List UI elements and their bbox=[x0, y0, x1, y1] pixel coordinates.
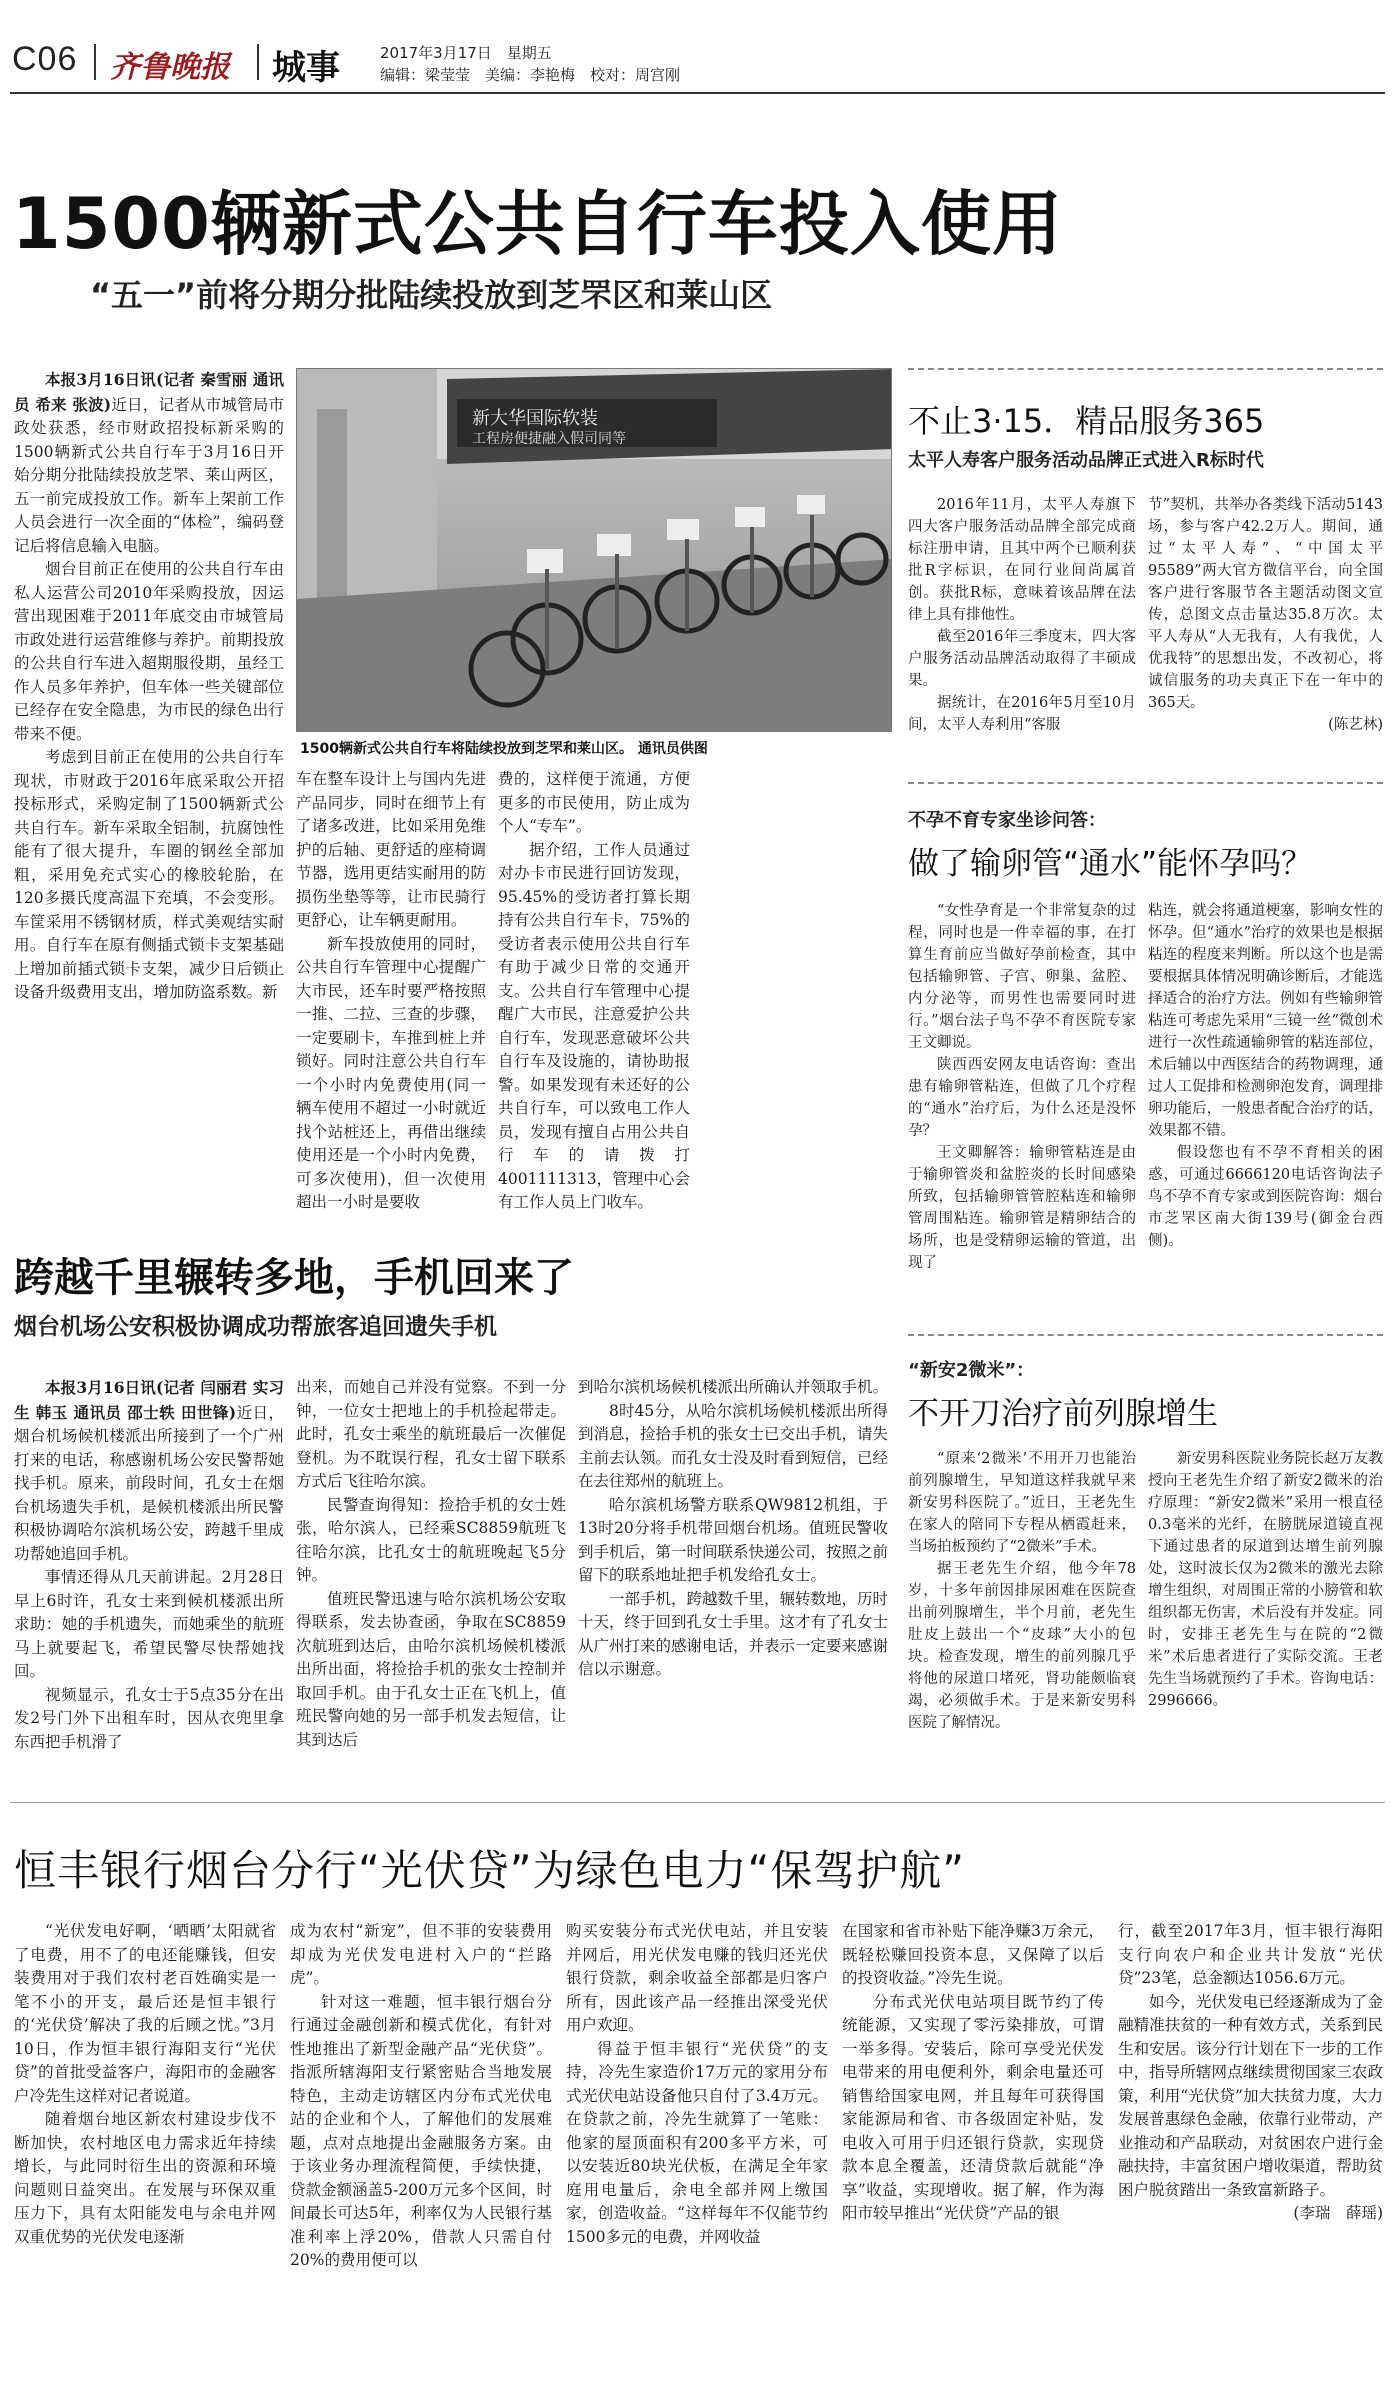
story6-col3 bbox=[566, 1920, 828, 2249]
paragraph: 视频显示，孔女士于5点35分在出发2号门外下出租车时，因从衣兜里拿东西把手机滑了 bbox=[14, 1685, 284, 1751]
issue-date: 2017年3月17日 星期五 bbox=[380, 44, 552, 62]
paragraph: 假设您也有不孕不育相关的困惑，可通过6666120电话咨询法子鸟不孕不育专家或到医院咨询：烟台市芝罘区南大街139号(御金台西侧)。 bbox=[1148, 1145, 1383, 1249]
paragraph: 王文卿解答：输卵管粘连是由于输卵管炎和盆腔炎的长时间感染所致，包括输卵管管腔粘连和输卵管周围粘连。输卵管是精卵结合的场所，也是受精卵运输的管道，出现了 bbox=[908, 1145, 1136, 1271]
story3-kicker: 不孕不育专家坐诊问答： bbox=[908, 810, 1106, 831]
paragraph: 车在整车设计上与国内先进产品同步，同时在细节上有了诸多改进，比如采用免维护的后轴、更舒适的座椅调节器，选用更结实耐用的防损伤坐垫等等，让市民骑行更舒心，让车辆更耐用。 bbox=[296, 770, 486, 929]
paragraph: 民警查询得知：捡拾手机的女士姓张，哈尔滨人，已经乘SC8859航班飞往哈尔滨，比孔女士的航班晚起飞5分钟。 bbox=[296, 1495, 566, 1584]
story5-headline: 跨越千里辗转多地，手机回来了 bbox=[14, 1255, 574, 1301]
masthead-divider bbox=[94, 44, 96, 80]
page-number: C06 bbox=[12, 40, 78, 78]
story6-headline: 恒丰银行烟台分行“光伏贷”为绿色电力“保驾护航” bbox=[14, 1846, 966, 1895]
paragraph: 新安男科医院业务院长赵万友教授向王老先生介绍了新安2微米的治疗原理：“新安2微米”采用一根直径0.3毫米的光纤，在膀胱尿道镜直视下通过患者的尿道到达增生前列腺处，这时波长仅为2微米的激光去除增生组织，对周围正常的小膀管和软组织都无伤害，术后没有并发症。同时，安排王老先生与在院的“2微米”术后患者进行了实际交流。王老先生当场就预约了手术。咨询电话：2996666。 bbox=[1148, 1451, 1383, 1709]
story5-subhead: 烟台机场公安积极协调成功帮旅客追回遗失手机 bbox=[14, 1314, 497, 1340]
editor-credits: 编辑：梁莹莹 美编：李艳梅 校对：周宫刚 bbox=[380, 66, 681, 84]
story3-col1 bbox=[908, 900, 1136, 1274]
paragraph: 烟台目前正在使用的公共自行车由私人运营公司2010年采购投放，因运营出现困难于2011年底交由市城管局市政处进行运营维修与养护。前期投放的公共自行车进入超期服役期，虽经工作人员多年养护，但车体一些关键部位已经存在安全隐患，为市民的绿色出行带来不便。 bbox=[14, 560, 284, 743]
masthead-divider bbox=[257, 44, 259, 80]
paragraph: 到哈尔滨机场候机楼派出所确认并领取手机。 bbox=[578, 1378, 889, 1396]
story2-headline: 不止3·15．精品服务365 bbox=[908, 402, 1265, 440]
story2-subhead: 太平人寿客户服务活动品牌正式进入R标时代 bbox=[908, 450, 1264, 471]
paragraph: 截至2016年三季度末，四大客户服务活动品牌活动取得了丰硕成果。 bbox=[908, 629, 1136, 689]
section-name: 城事 bbox=[272, 48, 340, 88]
paper-logo: 齐鲁晚报 bbox=[110, 50, 230, 85]
paragraph: 随着烟台地区新农村建设步伐不断加快，农村地区电力需求近年持续增长，与此同时衍生出的资源和环境问题则日益突出。在发展与环保双重压力下，具有太阳能发电与余电并网双重优势的光伏发电逐渐 bbox=[14, 2110, 276, 2246]
story4-headline: 不开刀治疗前列腺增生 bbox=[908, 1396, 1218, 1432]
story4-kicker: “新安2微米”： bbox=[908, 1360, 1035, 1381]
story2-credit: (陈艺林) bbox=[1328, 717, 1383, 733]
story6-top-rule bbox=[10, 1802, 1385, 1803]
paragraph: 本报3月16日讯(记者 闫丽君 实习生 韩玉 通讯员 邵士轶 田世锋)近日，烟台机场候机楼派出所接到了一个广州打来的电话，称感谢机场公安民警帮她找手机。原来，前段时间，孔女士在烟台机场遗失手机，是候机楼派出所民警积极协调哈尔滨机场公安，跨越千里成功帮她追回手机。 bbox=[14, 1378, 284, 1563]
story1-photo bbox=[296, 368, 892, 732]
paragraph: 分布式光伏电站项目既节约了传统能源，又实现了零污染排放，可谓一举多得。安装后，除可享受光伏发电带来的用电便利外，剩余电量还可销售给国家电网，并且每年可获得国家能源局和省、市各级固定补贴，发电收入可用于归还银行贷款，实现贷款本息全覆盖，还清贷款后就能“净享”收益，实现增收。据了解，作为海阳市较早推出“光伏贷”产品的银 bbox=[842, 1992, 1104, 2222]
paragraph: “光伏发电好啊，‘晒晒’太阳就省了电费，用不了的电还能赚钱，但安装费用对于我们农村老百姓确实是一笔不小的开支，最后还是恒丰银行的‘光伏贷’解决了我的后顾之忧。”3月10日，作为恒丰银行海阳支行“光伏贷”的首批受益客户，海阳市的金融客户冷先生这样对记者说道。 bbox=[14, 1922, 276, 2105]
story1-photo-caption: 1500辆新式公共自行车将陆续投放到芝罘和莱山区。 通讯员供图 bbox=[300, 741, 708, 757]
story4-col2 bbox=[1148, 1448, 1383, 1712]
paragraph: 行，截至2017年3月，恒丰银行海阳支行向农户和企业共计发放“光伏贷”23笔，总金额达1056.6万元。 bbox=[1118, 1922, 1383, 1987]
story6-col5 bbox=[1118, 1920, 1383, 2226]
story2-col2 bbox=[1148, 494, 1383, 736]
paragraph: “女性孕育是一个非常复杂的过程，同时也是一件幸福的事，在打算生育前应当做好孕前检查，其中包括输卵管、子宫、卵巢、盆腔、内分泌等，而男性也需要同时进行。”烟台法子鸟不孕不育医院专家王文卿说。 bbox=[908, 903, 1136, 1051]
story5-col3 bbox=[578, 1376, 888, 1682]
paragraph: 在国家和省市补贴下能净赚3万余元，既轻松赚回投资本息，又保障了以后的投资收益。”冷先生说。 bbox=[842, 1922, 1104, 1987]
paragraph: 哈尔滨机场警方联系QW9812机组，于13时20分将手机带回烟台机场。值班民警收到手机后，第一时间联系快递公司，按照之前留下的联系地址把手机发给孔女士。 bbox=[578, 1495, 889, 1584]
paragraph: 出来，而她自己并没有觉察。不到一分钟，一位女士把地上的手机捡起带走。此时，孔女士乘坐的航班最后一次催促登机。为不耽误行程，孔女士留下联系方式后飞往哈尔滨。 bbox=[296, 1378, 566, 1490]
bike-station-image bbox=[297, 369, 892, 732]
paragraph: 粘连，就会将通道梗塞，影响女性的怀孕。但“通水”治疗的效果也是根据粘连的程度来判断。所以这个也是需要根据具体情况明确诊断后，才能选择适合的治疗方法。例如有些输卵管粘连可考虑先采用“三镜一丝”微创术进行一次性疏通输卵管的粘连部位，术后辅以中西医结合的药物调理，通过人工促排和检测卵泡发育，调理排卵功能后，一般患者配合治疗的话，效果都不错。 bbox=[1148, 903, 1383, 1139]
masthead bbox=[0, 0, 1395, 92]
paragraph: 2016年11月，太平人寿旗下四大客户服务活动品牌全部完成商标注册申请，且其中两个已顺利获批R字标识，在同行业间尚属首创。获批R标，意味着该品牌在法律上具有排他性。 bbox=[908, 497, 1136, 623]
story3-headline: 做了输卵管“通水”能怀孕吗？ bbox=[908, 846, 1313, 882]
story2-col1 bbox=[908, 494, 1136, 736]
svg-text:新大华国际软装: 新大华国际软装 bbox=[472, 408, 598, 429]
story6-col1 bbox=[14, 1920, 276, 2249]
story1-headline: 1500辆新式公共自行车投入使用 bbox=[12, 183, 1063, 265]
masthead-rule bbox=[10, 92, 1385, 94]
paragraph: 针对这一难题，恒丰银行烟台分行通过金融创新和模式优化，有针对性地推出了新型金融产品“光伏贷”。指派所辖海阳支行紧密贴合当地发展特色，主动走访辖区内分布式光伏电站的企业和个人，了解他们的发展难题，点对点地提出金融服务方案。由于该业务办理流程简便，手续快捷，贷款金额涵盖5-200万元多个区间，时间最长可达5年，利率仅为人民银行基准利率上浮20%，借款人只需自付20%的费用便可以 bbox=[290, 1992, 552, 2269]
paragraph: “原来‘2微米’不用开刀也能治前列腺增生，早知道这样我就早来新安男科医院了。”近日，王老先生在家人的陪同下专程从栖霞赶来，当场拍板预约了“2微米”手术。 bbox=[908, 1451, 1136, 1555]
story4-top-dash bbox=[908, 1334, 1383, 1336]
story6-credit: (李瑞 薛瑶) bbox=[1293, 2204, 1383, 2222]
paragraph: 事情还得从几天前讲起。2月28日早上6时许，孔女士来到候机楼派出所求助：她的手机遗失，而她乘坐的航班马上就要起飞，希望民警尽快帮她找回。 bbox=[14, 1568, 284, 1680]
paragraph: 成为农村“新宠”，但不菲的安装费用却成为光伏发电进村入户的“拦路虎”。 bbox=[290, 1922, 552, 1987]
paragraph: 费的，这样便于流通，方便更多的市民使用，防止成为个人“专车”。 bbox=[498, 770, 690, 835]
paragraph: 据介绍，工作人员通过对办卡市民进行回访发现，95.45%的受访者打算长期持有公共自行车卡，75%的受访者表示使用公共自行车有助于减少日常的交通开支。公共自行车管理中心提醒广大市民，注意爱护公共自行车，发现恶意破坏公共自行车及设施的，请协助报警。如果发现有未还好的公共自行车，可以致电工作人员，发现有擅自占用公共自行车的请拨打4001111313，管理中心会有工作人员上门收车。 bbox=[498, 840, 690, 1211]
story6-col2 bbox=[290, 1920, 552, 2273]
story3-top-dash bbox=[908, 782, 1383, 784]
paragraph: 如今，光伏发电已经逐渐成为了金融精准扶贫的一种有效方式，关系到民生和安居。该分行计划在下一步的工作中，指导所辖网点继续贯彻国家三农政策，利用“光伏贷”加大扶贫力度，大力发展普惠绿色金融，依靠行业带动，产业推动和产品联动，对贫困农户进行金融扶持，丰富贫困户增收渠道，帮助贫困户脱贫踏出一条致富新路子。 bbox=[1118, 1992, 1383, 2199]
paragraph: 得益于恒丰银行“光伏贷”的支持，冷先生家造价17万元的家用分布式光伏电站设备他只自付了3.4万元。在贷款之前，冷先生就算了一笔账：他家的屋顶面积有200多平方米，可以安装近80块光伏板，在满足全年家庭用电量后，余电全部并网上缴国家，创造收益。“这样每年不仅能节约1500多元的电费，并网收益 bbox=[566, 2039, 828, 2246]
story2-top-dash bbox=[908, 368, 1383, 370]
story5-col2 bbox=[296, 1376, 566, 1752]
story4-col1 bbox=[908, 1448, 1136, 1734]
paragraph: 8时45分，从哈尔滨机场候机楼派出所得到消息，捡拾手机的张女士已交出手机，请失主前去认领。而孔女士没及时看到短信，已经在去往郑州的航班上。 bbox=[578, 1401, 889, 1490]
story1-subhead: “五一”前将分期分批陆续投放到芝罘区和莱山区 bbox=[90, 276, 773, 314]
paragraph: 值班民警迅速与哈尔滨机场公安取得联系，发去协查函，争取在SC8859次航班到达后，由哈尔滨机场候机楼派出所出面，将捡拾手机的张女士控制并取回手机。由于孔女士正在飞机上，值班民警向她的另一部手机发去短信，让其到达后 bbox=[296, 1589, 566, 1749]
paragraph: 节”契机，共举办各类线下活动5143场，参与客户42.2万人。期间，通过“太平人寿”、“中国太平95589”两大官方微信平台，向全国客户进行客服节各主题活动图文宣传，总图文点击量达35.8万次。太平人寿从“人无我有，人有我优，人优我特”的思想出发，不改初心，将诚信服务的功夫真正下在一年中的365天。 bbox=[1148, 497, 1383, 711]
story1-col1 bbox=[14, 368, 284, 1005]
story1-col3 bbox=[498, 768, 690, 1215]
paragraph: 据王老先生介绍，他今年78岁，十多年前因排尿困难在医院查出前列腺增生，半个月前，老先生肚皮上鼓出一个“皮球”大小的包块。检查发现，增生的前列腺几乎将他的尿道口堵死，肾功能颇临衰竭，必须做手术。于是来新安男科医院了解情况。 bbox=[908, 1561, 1136, 1731]
paragraph: 购买安装分布式光伏电站，并且安装并网后，用光伏发电赚的钱归还光伏银行贷款，剩余收益全部都是归客户所有，因此该产品一经推出深受光伏用户欢迎。 bbox=[566, 1922, 828, 2034]
paragraph: 本报3月16日讯(记者 秦雪丽 通讯员 希来 张波)近日，记者从市城管局市政处获悉，经市财政招投标新采购的1500辆新式公共自行车于3月16日开始分期分批陆续投放芝罘、莱山两区，五一前完成投放工作。新车上架前工作人员会进行一次全面的“体检”，编码登记后将信息输入电脑。 bbox=[14, 370, 284, 555]
paragraph: 陕西西安网友电话咨询：查出患有输卵管粘连，但做了几个疗程的“通水”治疗后，为什么还是没怀孕？ bbox=[908, 1057, 1136, 1139]
paragraph: 据统计，在2016年5月至10月间，太平人寿利用“客服 bbox=[908, 695, 1136, 733]
paragraph: 一部手机，跨越数千里，辗转数地，历时十天，终于回到孔女士手里。这才有了孔女士从广州打来的感谢电话，并表示一定要来感谢信以示谢意。 bbox=[578, 1589, 889, 1678]
paragraph: 考虑到目前正在使用的公共自行车现状，市财政于2016年底采取公开招投标形式，采购定制了1500辆新式公共自行车。新车采取全铝制，抗腐蚀性能有了很大提升，车圈的钢丝全部加粗，采用免充式实心的橡胶轮胎，在120多摄氏度高温下充填，不会变形。车筐采用不锈钢材质，样式美观结实耐用。自行车在原有侧插式锁卡支架基础上增加前插式锁卡支架，减少日后锁止设备升级费用支出，增加防盗系数。新 bbox=[14, 748, 284, 1001]
svg-text:工程房便捷融入假司同等: 工程房便捷融入假司同等 bbox=[472, 431, 626, 447]
story5-col1 bbox=[14, 1376, 284, 1754]
paragraph: 新车投放使用的同时，公共自行车管理中心提醒广大市民，还车时要严格按照一推、二拉、三查的步骤，一定要刷卡，车推到桩上并锁好。同时注意公共自行车一个小时内免费使用(同一辆车使用不超过一小时就近找个站桩还上，再借出继续使用还是一个小时内免费，可多次使用)，但一次使用超出一小时是要收 bbox=[296, 934, 486, 1211]
story3-col2 bbox=[1148, 900, 1383, 1252]
story6-col4 bbox=[842, 1920, 1104, 2226]
story1-col2 bbox=[296, 768, 486, 1215]
